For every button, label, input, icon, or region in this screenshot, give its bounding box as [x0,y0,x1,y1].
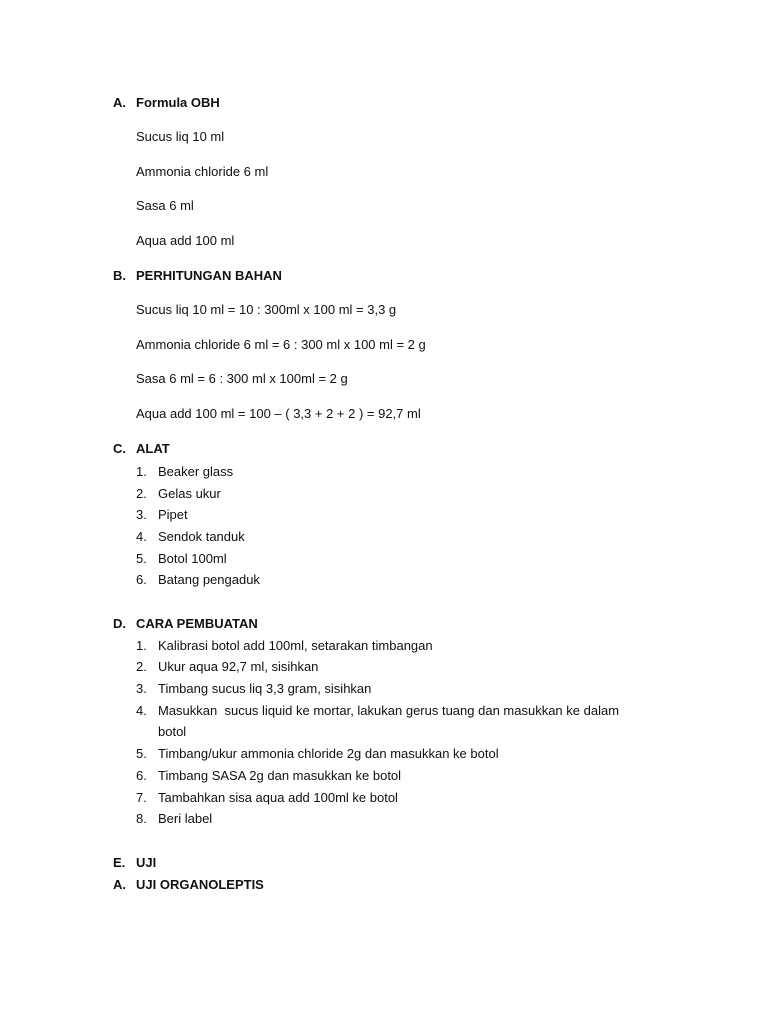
list-item: Batang pengaduk [158,572,260,587]
list-item-number: 6. [136,572,147,587]
step-number: 3. [136,681,147,696]
list-item-number: 5. [136,551,147,566]
step-number: 1. [136,638,147,653]
subsection-marker: A. [113,877,126,892]
list-item: Botol 100ml [158,551,227,566]
list-item: Beaker glass [158,464,234,479]
step-number: 8. [136,811,147,826]
calculation-line: Ammonia chloride 6 ml = 6 : 300 ml x 100 ml = 2 g [136,337,426,352]
section-d-marker: D. [113,616,126,631]
step-number: 6. [136,768,147,783]
formula-line: Aqua add 100 ml [136,233,235,248]
step-item: Timbang sucus liq 3,3 gram, sisihkan [158,681,372,696]
formula-line: Sucus liq 10 ml [136,129,225,144]
step-item: Tambahkan sisa aqua add 100ml ke botol [158,790,398,805]
formula-line: Sasa 6 ml [136,198,194,213]
calculation-line: Sucus liq 10 ml = 10 : 300ml x 100 ml = 3,3 g [136,302,397,317]
list-item-number: 3. [136,507,147,522]
section-a-marker: A. [113,95,126,110]
step-item: Kalibrasi botol add 100ml, setarakan timbangan [158,638,433,653]
step-number: 2. [136,659,147,674]
list-item: Gelas ukur [158,486,221,501]
step-number: 7. [136,790,147,805]
step-item: Timbang SASA 2g dan masukkan ke botol [158,768,402,783]
calculation-line: Sasa 6 ml = 6 : 300 ml x 100ml = 2 g [136,371,348,386]
list-item: Pipet [158,507,188,522]
section-e-title: UJI [136,855,157,870]
formula-line: Ammonia chloride 6 ml [136,164,269,179]
step-item: Masukkan sucus liquid ke mortar, lakukan gerus tuang dan masukkan ke dalam [158,703,620,718]
section-b-marker: B. [113,268,126,283]
list-item-number: 2. [136,486,147,501]
section-c-marker: C. [113,441,126,456]
step-item-continuation: botol [158,724,187,739]
step-number: 5. [136,746,147,761]
list-item-number: 1. [136,464,147,479]
step-number: 4. [136,703,147,718]
calculation-line: Aqua add 100 ml = 100 – ( 3,3 + 2 + 2 ) = 92,7 ml [136,406,421,421]
section-e-marker: E. [113,855,126,870]
subsection-title: UJI ORGANOLEPTIS [136,877,264,892]
step-item: Beri label [158,811,213,826]
step-item: Timbang/ukur ammonia chloride 2g dan masukkan ke botol [158,746,499,761]
section-d-title: CARA PEMBUATAN [136,616,258,631]
list-item: Sendok tanduk [158,529,245,544]
section-b-title: PERHITUNGAN BAHAN [136,268,282,283]
section-c-title: ALAT [136,441,170,456]
list-item-number: 4. [136,529,147,544]
step-item: Ukur aqua 92,7 ml, sisihkan [158,659,319,674]
section-a-title: Formula OBH [136,95,220,110]
